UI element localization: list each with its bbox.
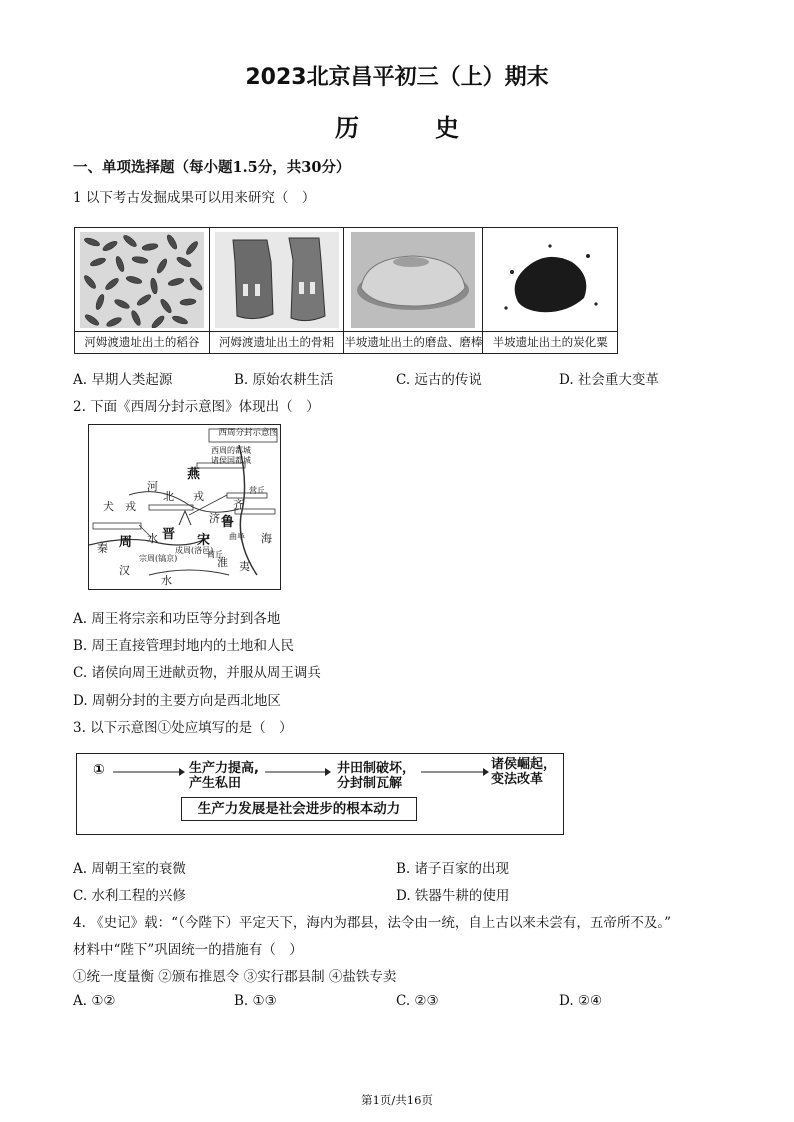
q2-option-c[interactable]: C. 诸侯向周王进献贡物，并服从周王调兵 xyxy=(73,665,321,681)
map-label-han: 汉 xyxy=(119,564,130,577)
q1-option-a[interactable]: A. 早期人类起源 xyxy=(73,372,173,388)
flow-arrow-3 xyxy=(421,766,489,778)
millstone-image xyxy=(344,228,482,331)
map-label-yan: 燕 xyxy=(187,467,201,482)
map-label-shangqiu: 商丘 xyxy=(207,550,223,559)
q1-option-b[interactable]: B. 原始农耕生活 xyxy=(234,372,334,388)
flow-step-1: 生产力提高, 产生私田 xyxy=(189,761,259,791)
photo-cell-millstone xyxy=(344,228,483,353)
q1-option-d[interactable]: D. 社会重大变革 xyxy=(559,372,659,388)
photo-cell-bone-spade xyxy=(210,228,345,353)
section-heading: 一、单项选择题（每小题1.5分，共30分） xyxy=(73,159,351,176)
caption-millet: 半坡遗址出土的炭化粟 xyxy=(483,331,617,353)
photo-cell-rice xyxy=(75,228,210,353)
caption-millstone: 半坡遗址出土的磨盘、磨棒 xyxy=(344,331,482,353)
photo-cell-millet xyxy=(483,228,617,353)
map-label-rong: 戎 xyxy=(193,490,204,503)
q2-option-b[interactable]: B. 周王直接管理封地内的土地和人民 xyxy=(73,638,295,654)
map-label-huai: 淮 xyxy=(217,556,228,569)
map-label-yi: 夷 xyxy=(239,560,250,573)
map-label-song: 宋 xyxy=(197,533,211,548)
page-footer: 第1页/共16页 xyxy=(361,1093,433,1107)
caption-bone-spade: 河姆渡遗址出土的骨耜 xyxy=(210,331,344,353)
q4-option-c[interactable]: C. ②③ xyxy=(396,993,439,1009)
flow-start-marker: ① xyxy=(93,762,105,778)
map-label-zhou: 周 xyxy=(119,535,133,550)
map-label-hai: 海 xyxy=(261,532,272,545)
flow-arrow-1 xyxy=(113,766,185,778)
question-4-stem-2: 材料中“陛下”巩固统一的措施有（ ） xyxy=(73,942,303,958)
map-label-ji: 济 xyxy=(209,512,220,525)
map-title: 西周分封示意图 xyxy=(218,428,278,438)
flow-step-3: 诸侯崛起， 变法改革 xyxy=(491,757,557,787)
flow-conclusion-box: 生产力发展是社会进步的根本动力 xyxy=(181,797,417,821)
map-legend-state-capital: 诸侯国都城 xyxy=(211,456,251,465)
map-label-shui-2: 水 xyxy=(161,574,172,587)
subject-title: 历 史 xyxy=(335,114,485,142)
question-2-stem: 2. 下面《西周分封示意图》体现出（ ） xyxy=(73,399,320,415)
question-4-measures: ①统一度量衡 ②颁布推恩令 ③实行郡县制 ④盐铁专卖 xyxy=(73,969,397,985)
q3-option-a[interactable]: A. 周朝王室的衰微 xyxy=(73,861,186,877)
map-label-yingqiu: 营丘 xyxy=(249,486,265,495)
question-1-stem: 1 以下考古发掘成果可以用来研究（ ） xyxy=(73,190,316,206)
exam-title: 2023北京昌平初三（上）期末 xyxy=(245,65,549,90)
q3-option-b[interactable]: B. 诸子百家的出现 xyxy=(396,861,510,877)
flow-arrow-2 xyxy=(265,766,331,778)
question-1-photo-table xyxy=(74,227,618,354)
flow-step-2: 井田制破坏， 分封制瓦解 xyxy=(337,761,416,791)
q2-option-a[interactable]: A. 周王将宗亲和功臣等分封到各地 xyxy=(73,611,281,627)
western-zhou-map xyxy=(88,424,281,590)
q2-option-d[interactable]: D. 周朝分封的主要方向是西北地区 xyxy=(73,693,281,709)
map-label-quanrong: 犬 戎 xyxy=(103,500,136,513)
map-label-chengzhou: 成周(洛邑) xyxy=(175,546,214,555)
bone-spade-image xyxy=(210,228,344,331)
map-label-jin: 晋 xyxy=(162,527,176,542)
question-3-stem: 3. 以下示意图①处应填写的是（ ） xyxy=(73,720,293,736)
caption-rice: 河姆渡遗址出土的稻谷 xyxy=(75,331,209,353)
question-4-stem: 4. 《史记》载：“（今陛下）平定天下，海内为郡县，法令由一统，自上古以来未尝有，五帝所不及。” xyxy=(73,915,671,931)
q3-option-d[interactable]: D. 铁器牛耕的使用 xyxy=(396,888,510,904)
map-label-zongzhou: 宗周(镐京) xyxy=(139,554,178,563)
q4-option-d[interactable]: D. ②④ xyxy=(559,993,603,1009)
map-label-qufu: 曲阜 xyxy=(229,532,245,541)
q3-option-c[interactable]: C. 水利工程的兴修 xyxy=(73,888,186,904)
question-3-flow-diagram xyxy=(76,753,564,835)
map-label-qi: 齐 xyxy=(233,498,244,511)
carbonized-millet-image xyxy=(483,228,617,331)
q4-option-a[interactable]: A. ①② xyxy=(73,993,116,1009)
map-label-he: 河 xyxy=(147,480,158,493)
map-label-shui: 水 xyxy=(147,532,158,545)
map-label-bei: 北 xyxy=(163,490,174,503)
map-legend-capital: 西周的都城 xyxy=(211,446,251,455)
map-label-lu: 鲁 xyxy=(221,515,235,530)
map-label-qin: 秦 xyxy=(97,542,108,555)
q4-option-b[interactable]: B. ①③ xyxy=(234,993,277,1009)
rice-grains-image xyxy=(75,228,209,331)
q1-option-c[interactable]: C. 远古的传说 xyxy=(396,372,482,388)
